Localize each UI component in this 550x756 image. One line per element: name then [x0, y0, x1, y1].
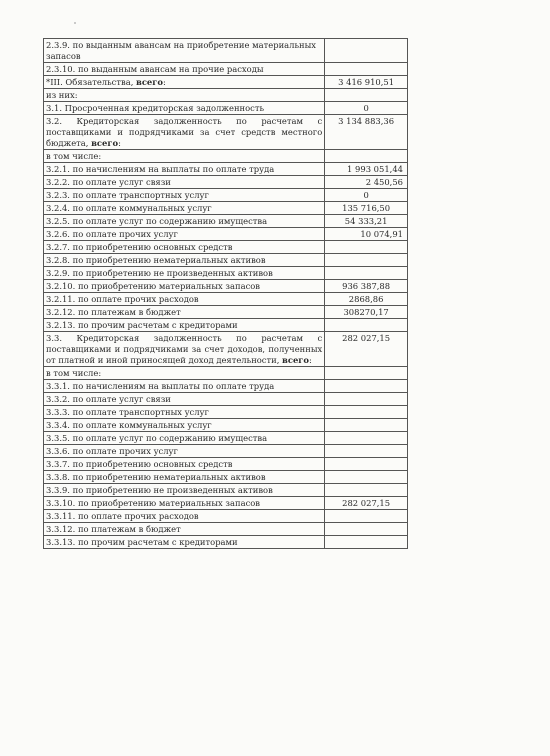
- row-value: 3 134 883,36: [325, 115, 408, 150]
- row-label: 3.3.6. по оплате прочих услуг: [44, 445, 325, 458]
- table-row: [44, 150, 408, 163]
- table-row: [44, 471, 408, 484]
- row-value: 308270,17: [325, 306, 408, 319]
- table-row: [44, 523, 408, 536]
- row-value: [325, 510, 408, 523]
- row-label: в том числе:: [44, 150, 325, 163]
- row-label: 3.2.8. по приобретению нематериальных активов: [44, 254, 325, 267]
- row-value: 1 993 051,44: [325, 163, 408, 176]
- row-label: в том числе:: [44, 367, 325, 380]
- table-row: [44, 280, 408, 293]
- row-label: 3.2.9. по приобретению не произведенных активов: [44, 267, 325, 280]
- row-value: [325, 471, 408, 484]
- row-label: 3.3.10. по приобретению материальных запасов: [44, 497, 325, 510]
- table-row: [44, 484, 408, 497]
- table-row: [44, 89, 408, 102]
- row-label: *III. Обязательства, всего:: [44, 76, 325, 89]
- row-value: [325, 380, 408, 393]
- row-value: [325, 63, 408, 76]
- row-value: [325, 39, 408, 63]
- row-value: 936 387,88: [325, 280, 408, 293]
- row-label: 3.2.5. по оплате услуг по содержанию имущества: [44, 215, 325, 228]
- liabilities-table: [43, 38, 408, 549]
- row-label: 3.2.2. по оплате услуг связи: [44, 176, 325, 189]
- row-label: 3.3.8. по приобретению нематериальных активов: [44, 471, 325, 484]
- table-row: [44, 510, 408, 523]
- row-value: [325, 419, 408, 432]
- table-row: [44, 202, 408, 215]
- row-label: 3.2.13. по прочим расчетам с кредиторами: [44, 319, 325, 332]
- row-value: 0: [325, 189, 408, 202]
- row-label: из них:: [44, 89, 325, 102]
- row-value: [325, 445, 408, 458]
- table-row: [44, 306, 408, 319]
- table-row: [44, 254, 408, 267]
- row-label: 3.3.12. по платежам в бюджет: [44, 523, 325, 536]
- row-label: 3.1. Просроченная кредиторская задолженность: [44, 102, 325, 115]
- table-row: [44, 319, 408, 332]
- table-row: [44, 419, 408, 432]
- row-label: 3.2.12. по платежам в бюджет: [44, 306, 325, 319]
- row-label: 3.3.4. по оплате коммунальных услуг: [44, 419, 325, 432]
- table-row: [44, 406, 408, 419]
- table-row: [44, 39, 408, 63]
- row-value: [325, 523, 408, 536]
- row-value: [325, 536, 408, 549]
- row-value: [325, 241, 408, 254]
- scan-dust-mark: [74, 22, 76, 24]
- table-row: [44, 393, 408, 406]
- row-value: 54 333,21: [325, 215, 408, 228]
- row-value: [325, 458, 408, 471]
- row-value: [325, 484, 408, 497]
- table-row: [44, 332, 408, 367]
- row-value: [325, 267, 408, 280]
- row-label: 3.3.5. по оплате услуг по содержанию имущества: [44, 432, 325, 445]
- row-label: 3.3.11. по оплате прочих расходов: [44, 510, 325, 523]
- table-row: [44, 380, 408, 393]
- table-row: [44, 497, 408, 510]
- table-row: [44, 432, 408, 445]
- table-row: [44, 176, 408, 189]
- row-label: 3.2.7. по приобретению основных средств: [44, 241, 325, 254]
- row-label: 3.2.11. по оплате прочих расходов: [44, 293, 325, 306]
- row-value: [325, 254, 408, 267]
- table-row: [44, 367, 408, 380]
- table-row: [44, 115, 408, 150]
- table-row: [44, 536, 408, 549]
- row-label: 3.3.1. по начислениям на выплаты по оплате труда: [44, 380, 325, 393]
- table-body: [44, 39, 408, 549]
- row-value: [325, 319, 408, 332]
- table-row: [44, 458, 408, 471]
- table-row: [44, 215, 408, 228]
- row-value: 0: [325, 102, 408, 115]
- row-label: 2.3.9. по выданным авансам на приобретение материальных запасов: [44, 39, 325, 63]
- table-row: [44, 76, 408, 89]
- table-row: [44, 445, 408, 458]
- row-value: 10 074,91: [325, 228, 408, 241]
- table-row: [44, 293, 408, 306]
- row-label: 3.3.9. по приобретению не произведенных активов: [44, 484, 325, 497]
- table-row: [44, 241, 408, 254]
- row-label: 3.2.6. по оплате прочих услуг: [44, 228, 325, 241]
- table-row: [44, 102, 408, 115]
- row-value: [325, 367, 408, 380]
- row-value: [325, 150, 408, 163]
- table-row: [44, 63, 408, 76]
- table-row: [44, 267, 408, 280]
- row-value: 135 716,50: [325, 202, 408, 215]
- table-row: [44, 163, 408, 176]
- row-value: 282 027,15: [325, 497, 408, 510]
- row-value: [325, 89, 408, 102]
- row-label: 3.3.7. по приобретению основных средств: [44, 458, 325, 471]
- row-value: [325, 432, 408, 445]
- table-row: [44, 189, 408, 202]
- row-label: 3.3.3. по оплате транспортных услуг: [44, 406, 325, 419]
- row-label: 3.2.10. по приобретению материальных запасов: [44, 280, 325, 293]
- row-value: 2868,86: [325, 293, 408, 306]
- row-label: 2.3.10. по выданным авансам на прочие расходы: [44, 63, 325, 76]
- row-value: 2 450,56: [325, 176, 408, 189]
- row-value: [325, 406, 408, 419]
- row-value: [325, 393, 408, 406]
- table-row: [44, 228, 408, 241]
- row-label: 3.2.1. по начислениям на выплаты по оплате труда: [44, 163, 325, 176]
- row-label: 3.3.2. по оплате услуг связи: [44, 393, 325, 406]
- row-value: 3 416 910,51: [325, 76, 408, 89]
- row-label: 3.3. Кредиторская задолженность по расчетам с поставщиками и подрядчиками за счет доходов, полученных от платной и иной приносящей доход деятельности, всего:: [44, 332, 325, 367]
- row-label: 3.2.4. по оплате коммунальных услуг: [44, 202, 325, 215]
- row-label: 3.2.3. по оплате транспортных услуг: [44, 189, 325, 202]
- row-label: 3.2. Кредиторская задолженность по расчетам с поставщиками и подрядчиками за счет средств местного бюджета, всего:: [44, 115, 325, 150]
- row-value: 282 027,15: [325, 332, 408, 367]
- row-label: 3.3.13. по прочим расчетам с кредиторами: [44, 536, 325, 549]
